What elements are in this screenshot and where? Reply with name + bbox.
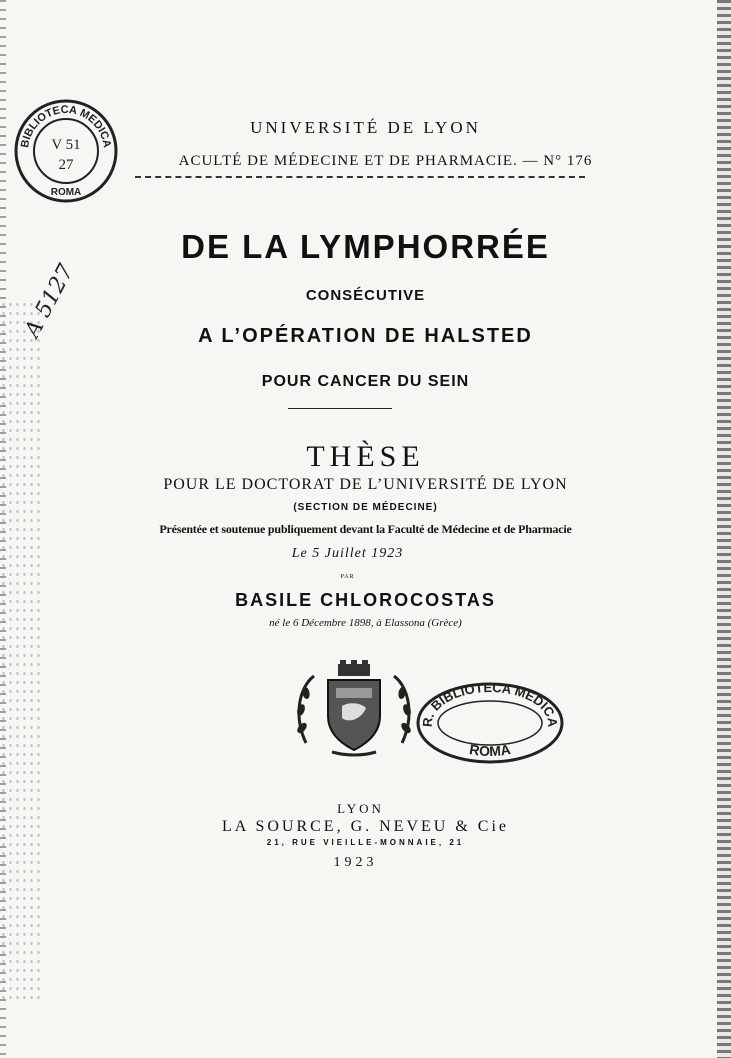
svg-text:ROMA: ROMA <box>50 187 82 198</box>
svg-text:R. BIBLIOTECA MEDICA <box>420 680 561 728</box>
publisher-address: 21, RUE VIEILLE-MONNAIE, 21 <box>266 838 465 847</box>
svg-text:BIBLIOTECA MEDICA: BIBLIOTECA MEDICA <box>19 103 113 149</box>
title-operation: A L’OPÉRATION DE HALSTED <box>198 325 533 347</box>
these-heading: THÈSE <box>306 440 425 473</box>
author-name: BASILE CHLOROCOSTAS <box>235 590 496 610</box>
defense-date: Le 5 Juillet 1923 <box>291 546 404 561</box>
stamp-bottom-text-top: R. BIBLIOTECA MEDICA <box>419 680 561 728</box>
author-birth: né le 6 Décembre 1898, à Elassona (Grèce) <box>269 617 462 629</box>
by-label: PAR <box>340 574 355 580</box>
scan-speckle <box>0 300 40 1000</box>
library-stamp-bottom <box>414 680 566 766</box>
section-line: (SECTION DE MÉDECINE) <box>293 502 438 513</box>
title-cancer: POUR CANCER DU SEIN <box>261 373 470 390</box>
library-stamp-top <box>10 95 122 207</box>
presented-line: Présentée et soutenue publiquement devant la Faculté de Médecine et de Pharmacie <box>159 522 572 536</box>
faculty-line: ACULTÉ DE MÉDECINE ET DE PHARMACIE. — N° 176 <box>178 153 593 169</box>
thesis-title: DE LA LYMPHORRÉE <box>181 228 550 265</box>
doctorate-line: POUR LE DOCTORAT DE L’UNIVERSITÉ DE LYON <box>163 476 568 493</box>
stamp-shelf-1: V 51 <box>51 137 81 153</box>
title-consecutive: CONSÉCUTIVE <box>305 287 426 304</box>
svg-text:ROMA <box>468 741 511 759</box>
handwritten-note: A 5127 <box>20 260 80 342</box>
university-coat-of-arms <box>292 658 416 758</box>
publisher-name: LA SOURCE, G. NEVEU & Cie <box>222 818 509 835</box>
faculty-rule <box>135 176 585 179</box>
publication-year: 1923 <box>333 855 378 870</box>
university-name: UNIVERSITÉ DE LYON <box>250 118 481 137</box>
title-rule <box>288 408 392 409</box>
publisher-city: LYON <box>337 801 384 816</box>
stamp-bottom-text-bottom: ROMA <box>468 741 512 760</box>
stamp-shelf-2: 27 <box>58 157 74 173</box>
